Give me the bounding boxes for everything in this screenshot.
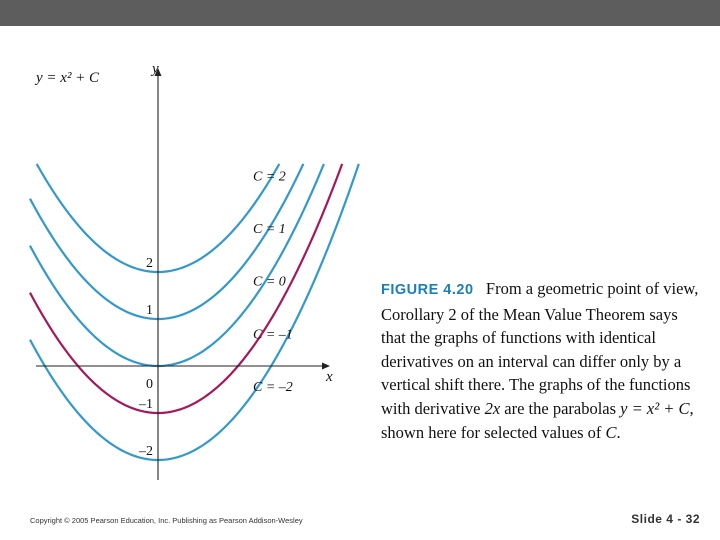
curve-label: C = –1 <box>253 327 293 343</box>
y-tick-label: –2 <box>139 444 153 459</box>
curve-c-1 <box>30 164 303 319</box>
curve-label: C = 2 <box>253 169 286 185</box>
caption-period: . <box>616 422 621 442</box>
curve-c-minus2 <box>30 164 359 460</box>
figure-label: FIGURE 4.20 <box>381 282 474 298</box>
slide-number: Slide 4 - 32 <box>631 512 700 526</box>
y-axis-label: y <box>152 61 159 77</box>
labels-group <box>34 61 333 459</box>
caption-text-before: From a geometric point of view, Corollary 2 of the Mean Value Theorem says that the graphs of functions with identical derivatives on an interval can differ only by a vertical shift there. The graphs of the functions with derivative <box>381 279 699 418</box>
caption-formula: y = x² + C <box>620 398 690 418</box>
curve-label: C = 1 <box>253 221 286 237</box>
y-tick-label: 2 <box>146 256 153 271</box>
curves-group <box>30 164 359 460</box>
curve-label: C = 0 <box>253 274 286 290</box>
chart <box>0 26 360 486</box>
y-tick-label: –1 <box>139 397 153 412</box>
caption-derivative: 2x <box>484 398 501 418</box>
caption-text-middle: are the parabolas <box>500 398 621 418</box>
x-axis-label: x <box>326 369 333 385</box>
y-tick-label: 1 <box>146 303 153 318</box>
copyright-notice: Copyright © 2005 Pearson Education, Inc. Publishing as Pearson Addison-Wesley <box>30 516 303 525</box>
chart-title: y = x² + C <box>36 70 100 86</box>
curve-label: C = –2 <box>253 379 293 395</box>
curve-c-minus1 <box>30 164 342 413</box>
figure-caption <box>381 277 701 444</box>
caption-text-after: , shown here for selected values of <box>381 398 694 442</box>
caption-last-var: C <box>605 422 617 442</box>
y-tick-label: 0 <box>146 377 153 392</box>
top-bar <box>0 0 720 26</box>
